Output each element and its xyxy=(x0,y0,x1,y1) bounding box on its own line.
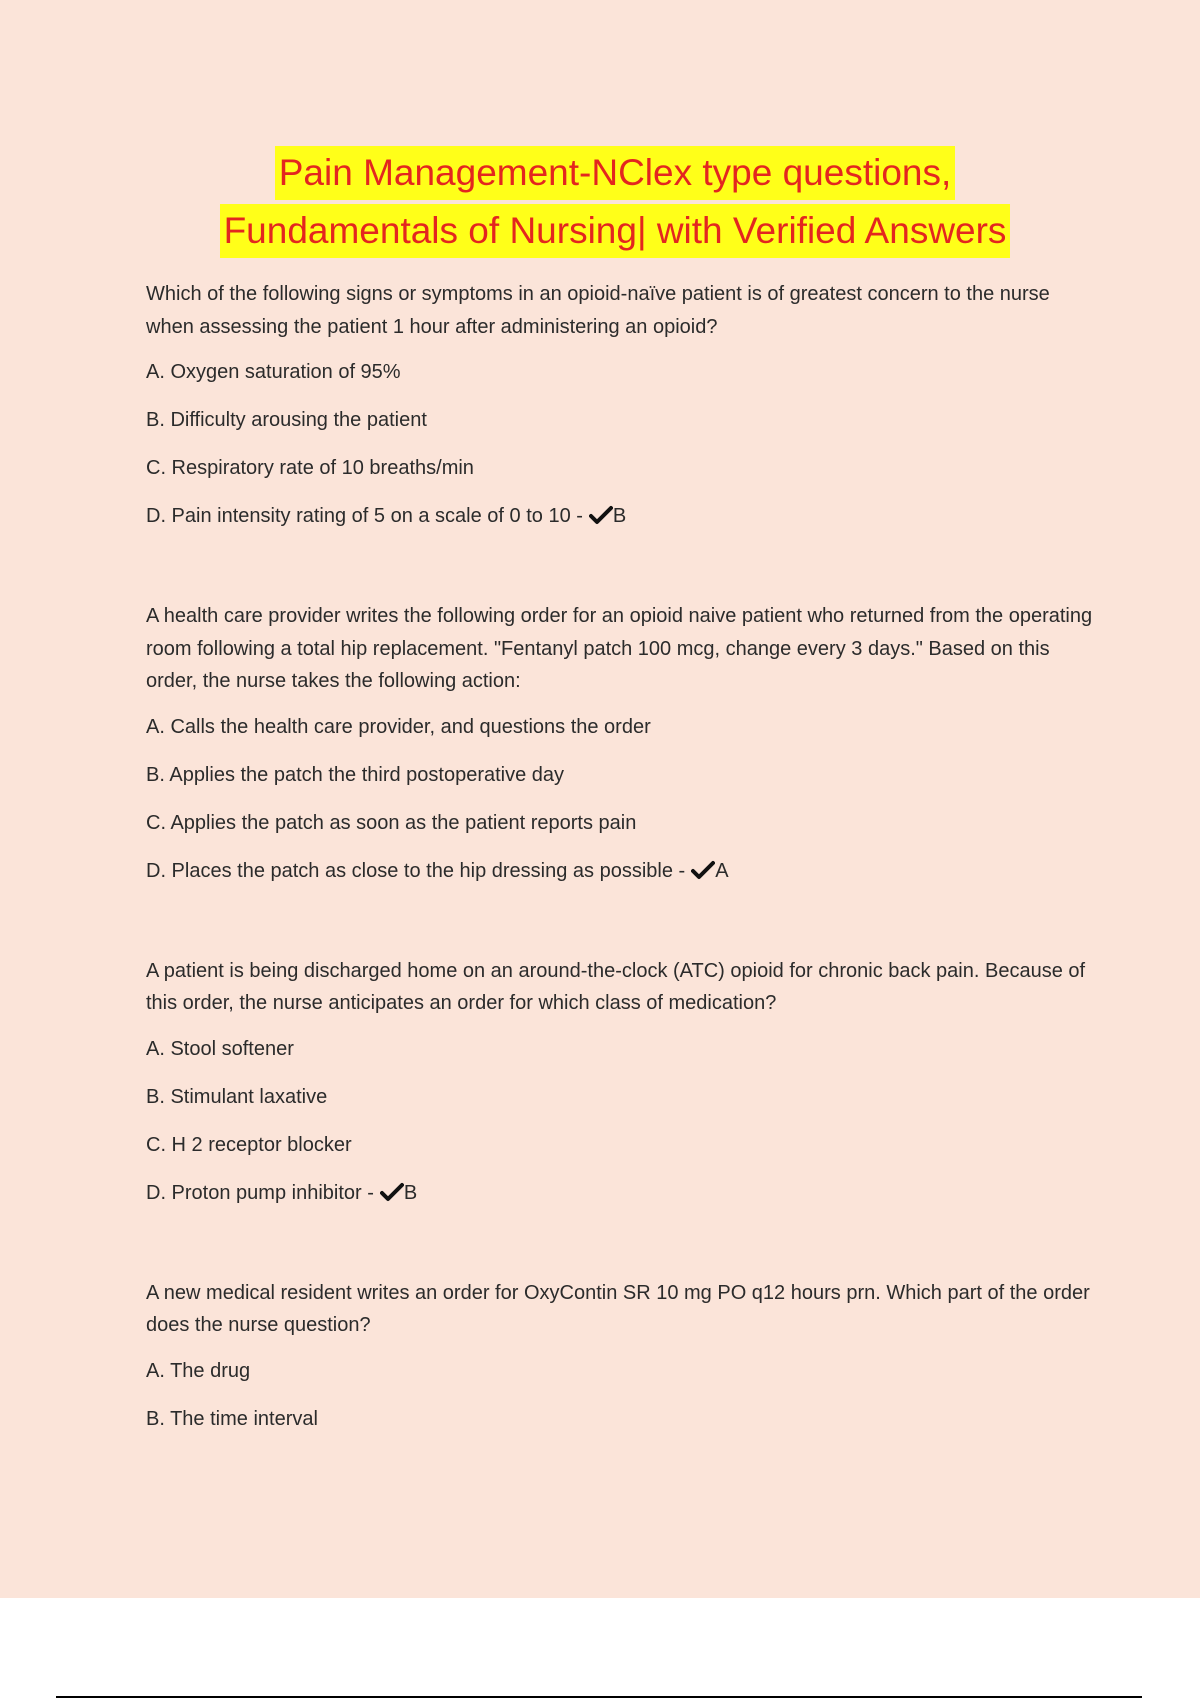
title-line-2: Fundamentals of Nursing| with Verified Answers xyxy=(220,204,1011,258)
verified-answer xyxy=(380,1179,417,1207)
option-b: B. The time interval xyxy=(146,1407,318,1430)
question-text: A new medical resident writes an order for OxyContin SR 10 mg PO q12 hours prn. Which part of the order does the nurse question? xyxy=(146,1281,1090,1336)
title-line-1: Pain Management-NClex type questions, xyxy=(275,146,956,200)
check-icon xyxy=(380,1182,404,1202)
question-3 xyxy=(146,955,1096,1207)
option-d-with-answer xyxy=(146,1179,1096,1207)
option-d: D. Proton pump inhibitor - xyxy=(146,1181,374,1204)
question-1 xyxy=(146,278,1096,530)
answer-letter: B xyxy=(403,1181,418,1204)
option-b: B. Applies the patch the third postoperative day xyxy=(146,763,565,786)
option-d-with-answer xyxy=(146,502,1096,530)
question-2 xyxy=(146,600,1096,885)
option-c: C. Applies the patch as soon as the patient reports pain xyxy=(146,811,637,834)
option-a: A. Stool softener xyxy=(146,1037,294,1060)
question-text: Which of the following signs or symptoms in an opioid-naïve patient is of greatest concern to the nurse when assessing the patient 1 hour after administering an opioid? xyxy=(146,283,1050,338)
verified-answer xyxy=(589,502,626,530)
option-b: B. Stimulant laxative xyxy=(146,1085,328,1108)
option-c: C. H 2 receptor blocker xyxy=(146,1133,352,1156)
answer-letter: A xyxy=(715,859,729,882)
option-c: C. Respiratory rate of 10 breaths/min xyxy=(146,457,474,479)
option-d: D. Pain intensity rating of 5 on a scale of 0 to 10 - xyxy=(146,505,583,527)
option-a: A. Calls the health care provider, and questions the order xyxy=(146,715,651,738)
verified-answer xyxy=(691,857,728,885)
document-title xyxy=(0,146,1200,262)
check-icon xyxy=(589,505,613,525)
footer-rule xyxy=(56,1696,1142,1698)
question-list xyxy=(146,278,1096,1433)
option-d-with-answer xyxy=(146,857,1096,885)
answer-letter: B xyxy=(612,505,627,527)
question-4 xyxy=(146,1277,1096,1433)
option-a: A. Oxygen saturation of 95% xyxy=(146,361,401,383)
question-text: A health care provider writes the following order for an opioid naive patient who returned from the operating room following a total hip replacement. "Fentanyl patch 100 mcg, change every 3 days." Based on this order, the nurse takes the following action: xyxy=(146,605,1093,692)
option-a: A. The drug xyxy=(146,1359,251,1382)
check-icon xyxy=(691,860,715,880)
question-text: A patient is being discharged home on an around-the-clock (ATC) opioid for chronic back pain. Because of this order, the nurse anticipates an order for which class of medication? xyxy=(146,959,1086,1014)
option-b: B. Difficulty arousing the patient xyxy=(146,409,427,431)
option-d: D. Places the patch as close to the hip dressing as possible - xyxy=(146,859,686,882)
